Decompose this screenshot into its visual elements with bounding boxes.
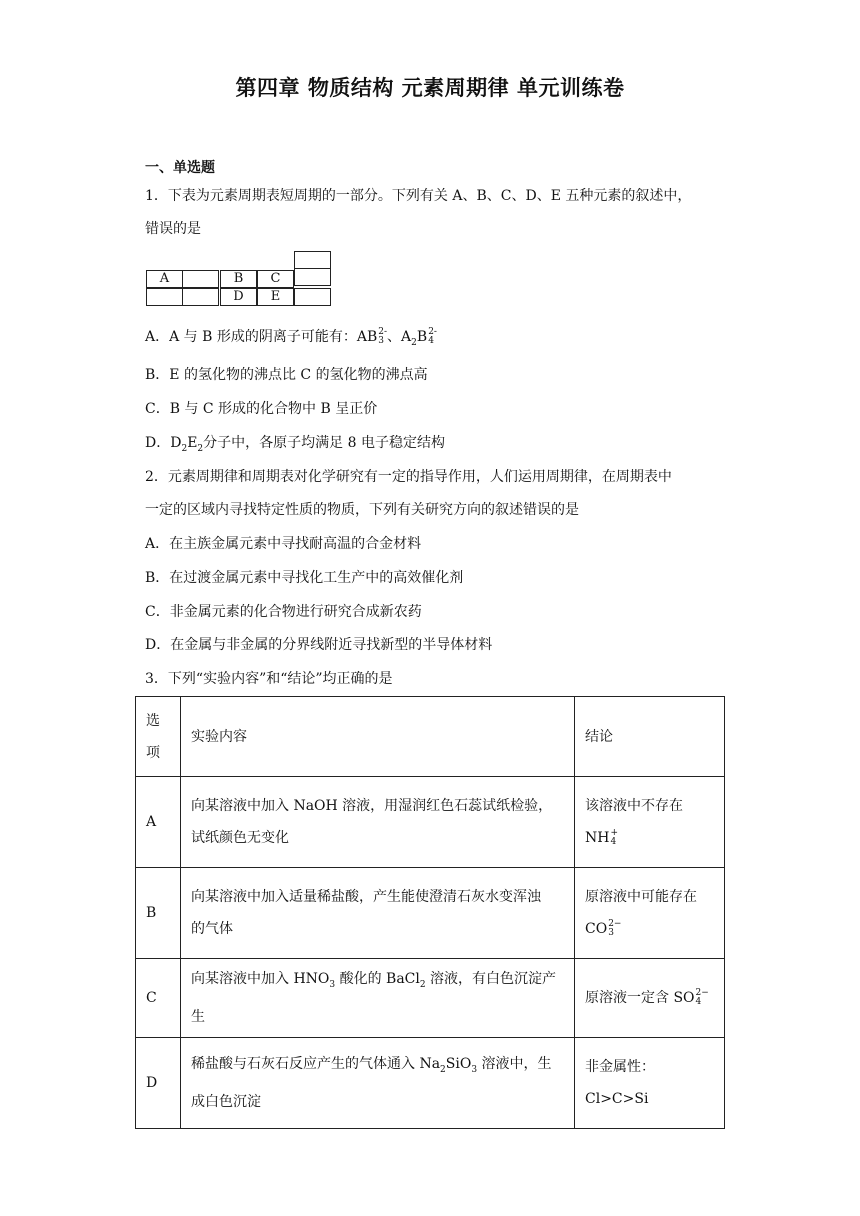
formula-script [608,920,621,938]
row-conclusion [575,868,725,959]
q1-option-d-e: E [187,435,198,451]
formula-script [696,989,709,1007]
row-conclusion-line2 [585,822,714,854]
row-option: C [136,959,181,1038]
ptable-cell-e: E [257,288,294,306]
q2-option-c: C．非金属元素的化合物进行研究合成新农药 [145,604,422,620]
header-content: 实验内容 [181,697,575,777]
subscript: 4 [610,837,617,847]
subscript: 2 [419,979,426,990]
subscript: 4 [428,336,434,346]
subscript: 2 [411,337,417,348]
table-row [136,777,725,868]
ptable-cell-a: A [146,270,183,288]
header-option [136,697,181,777]
row-conclusion [575,777,725,868]
q1-stem-line2: 错误的是 [145,221,201,237]
ptable-cell [294,268,331,286]
q1-option-d-rest: 分子中，各原子均满足 8 电子稳定结构 [203,435,445,451]
row-option: D [136,1038,181,1129]
ptable-cell-b: B [220,270,257,288]
q3-stem: 3．下列“实验内容”和“结论”均正确的是 [145,671,393,687]
row-content [181,1038,575,1129]
formula-script [610,829,618,847]
ptable-cell [182,288,219,306]
text-run: SiO [445,1056,472,1073]
q2-option-b: B．在过渡金属元素中寻找化工生产中的高效催化剂 [145,570,464,586]
formula-base: NH [585,830,610,846]
q1-stem-line1: 1．下表为元素周期表短周期的一部分。下列有关 A、B、C、D、E 五种元素的叙述中， [145,188,692,204]
q1-option-d [145,433,445,459]
formula-base: CO [585,921,608,937]
row-content [181,959,575,1038]
row-content [181,868,575,959]
subscript: 3 [329,979,336,990]
ptable-cell [294,288,331,306]
header-option-line1: 选 [146,712,160,729]
header-conclusion: 结论 [575,697,725,777]
row-content-line2: 试纸颜色无变化 [191,830,289,846]
table-row [136,1038,725,1129]
superscript: 2− [695,988,709,998]
row-content-line1: 向某溶液中加入适量稀盐酸，产生能使澄清石灰水变浑浊 [191,889,541,905]
ptable-cell [294,251,331,269]
q1-option-a-script2 [428,328,437,346]
row-content-line1 [191,1048,564,1086]
text-run: 溶液，有白色沉淀产 [425,971,557,988]
subscript: 4 [695,997,702,1007]
row-conclusion [575,959,725,1038]
row-content-line2: 的气体 [191,921,233,937]
row-content [181,777,575,868]
row-option: A [136,777,181,868]
subscript: 3 [471,1064,478,1075]
text-run: 稀盐酸与石灰石反应产生的气体通入 Na [191,1056,441,1073]
row-content-line1: 向某溶液中加入 NaOH 溶液，用湿润红色石蕊试纸检验， [191,798,553,814]
q1-option-a-mid: 、A [387,329,412,345]
table-row [136,959,725,1038]
superscript: + [610,828,619,838]
row-conclusion-line1: 原溶液中可能存在 [585,889,697,905]
superscript: 2− [608,919,622,929]
row-conclusion-line1: 该溶液中不存在 [585,798,683,814]
superscript: 2- [428,327,437,337]
row-option: B [136,868,181,959]
subscript: 3 [608,928,614,938]
row-content-line1 [191,963,564,1001]
text-run: 酸化的 BaCl [335,971,420,988]
q2-stem-line2: 一定的区域内寻找特定性质的物质，下列有关研究方向的叙述错误的是 [145,502,579,518]
page-title: 第四章 物质结构 元素周期律 单元训练卷 [235,76,625,100]
row-content-line2: 生 [191,1008,205,1025]
q1-option-a-text: A．A 与 B 形成的阴离子可能有：AB [145,329,378,345]
section-heading: 一、单选题 [145,160,215,176]
header-option-line2: 项 [146,744,160,761]
ptable-cell-d: D [220,288,257,306]
row-conclusion-line2 [585,913,714,945]
q1-option-a-script1 [378,328,387,346]
q1-option-a-b: B [416,329,428,345]
text-run: 溶液中，生 [477,1056,552,1073]
row-content-line2: 成白色沉淀 [191,1093,261,1110]
ptable-cell [182,270,219,288]
ptable-cell-c: C [257,270,294,288]
q2-option-a: A．在主族金属元素中寻找耐高温的合金材料 [145,536,422,552]
subscript: 2 [181,443,188,454]
q1-option-a [145,327,437,353]
ptable-cell [146,288,183,306]
subscript: 2 [440,1064,446,1075]
q2-stem-line1: 2．元素周期律和周期表对化学研究有一定的指导作用，人们运用周期律，在周期表中 [145,469,672,485]
q1-option-d-text: D．D [145,435,182,451]
text-run: 向某溶液中加入 HNO [191,971,330,988]
q1-option-c: C．B 与 C 形成的化合物中 B 呈正价 [145,401,378,417]
text-run: 原溶液一定含 SO [585,990,695,1006]
subscript: 3 [378,336,384,346]
superscript: 2- [378,327,388,337]
q1-option-b: B．E 的氢化物的沸点比 C 的氢化物的沸点高 [145,367,428,383]
q2-option-d: D．在金属与非金属的分界线附近寻找新型的半导体材料 [145,637,493,653]
row-conclusion: 非金属性：Cl>C>Si [575,1038,725,1129]
q3-table [135,696,725,1129]
table-row [136,868,725,959]
table-header-row [136,697,725,777]
subscript: 2 [197,443,204,454]
